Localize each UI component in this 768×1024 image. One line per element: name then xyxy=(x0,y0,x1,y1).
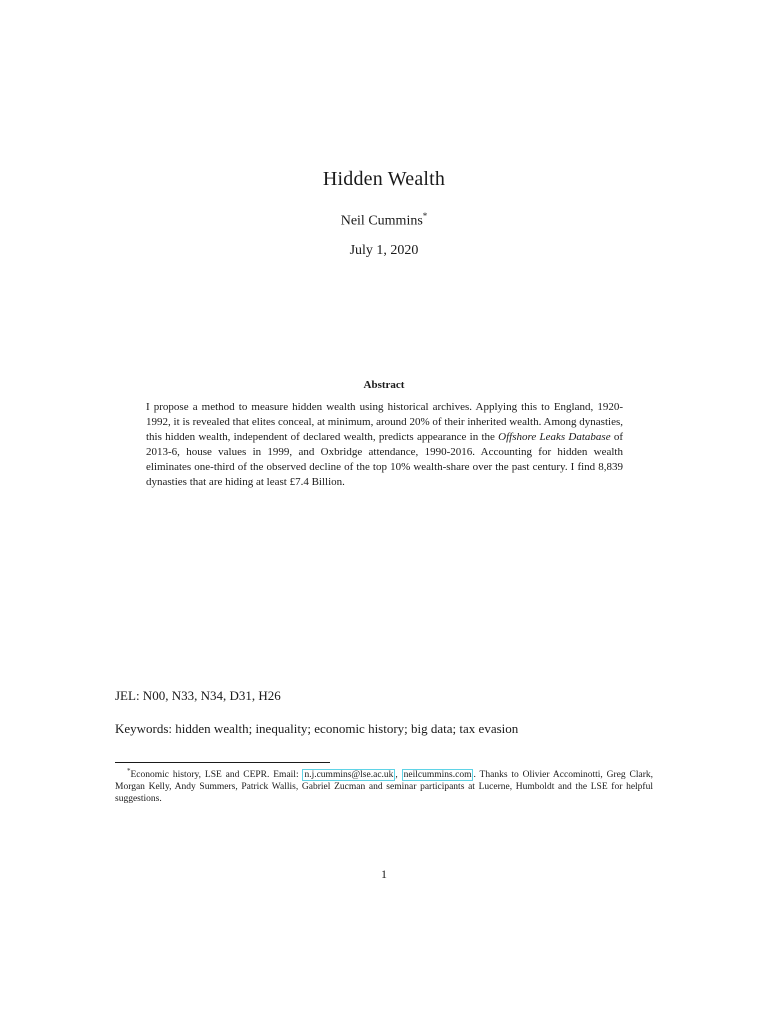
abstract-body xyxy=(146,400,623,490)
author-line xyxy=(0,211,768,230)
footnote-text-end: . Thanks to Olivier Accominotti, Greg Clark, Morgan Kelly, Andy Summers, Patrick Wallis, Gabriel Zucman and seminar participants at Lucerne, Humboldt and the LSE for helpful suggestions. xyxy=(115,770,653,805)
keywords-line: Keywords: hidden wealth; inequality; economic history; big data; tax evasion xyxy=(115,721,519,736)
email-link[interactable]: n.j.cummins@lse.ac.uk xyxy=(304,770,394,781)
paper-date: July 1, 2020 xyxy=(349,243,419,258)
paper-title: Hidden Wealth xyxy=(322,168,446,190)
abstract-text-part1: I propose a method to measure hidden wealth using historical archives. Applying this to England, 1920-1992, it is revealed that elites conceal, at minimum, around 20% of their inherited wealth. Among dynasties, this hidden wealth, independent of declared wealth, predicts appearance in the xyxy=(146,401,623,443)
footnote-mark: * xyxy=(127,767,131,775)
author-name: Neil Cummins xyxy=(340,213,423,229)
abstract-heading: Abstract xyxy=(363,379,405,391)
abstract-text-part2: of 2013-6, house values in 1999, and Oxbridge attendance, 1990-2016. Accounting for hidden wealth eliminates one-third of the observed decline of the top 10% wealth-share over the past century. I find 8,839 dynasties that are hiding at least £7.4 Billion. xyxy=(146,431,623,488)
author-footnote-mark: * xyxy=(422,211,428,221)
jel-codes: JEL: N00, N33, N34, D31, H26 xyxy=(115,688,281,703)
page-number: 1 xyxy=(381,867,387,881)
footnote-text-start: Economic history, LSE and CEPR. Email: xyxy=(130,770,303,781)
footnote-separator: , xyxy=(395,770,402,781)
footnote-rule xyxy=(115,762,330,763)
website-link[interactable]: neilcummins.com xyxy=(403,770,472,781)
footnote xyxy=(115,765,653,805)
abstract-italic-database: Offshore Leaks Database xyxy=(498,431,611,443)
